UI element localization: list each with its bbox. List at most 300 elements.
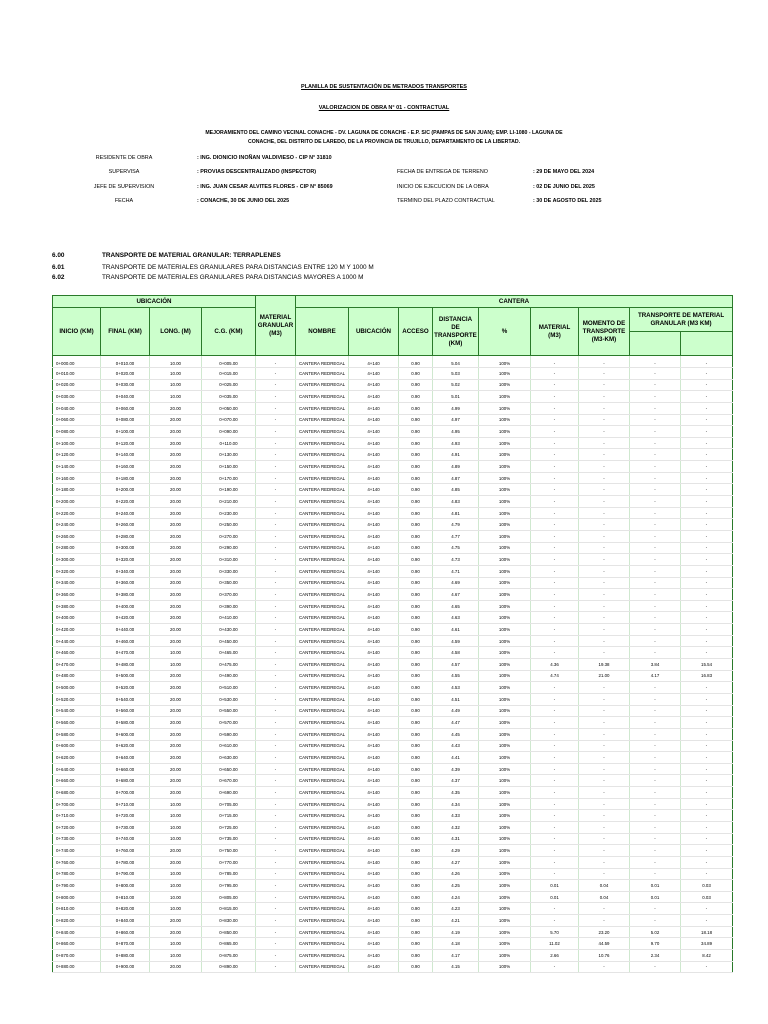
cell-transporte-b: -	[681, 961, 733, 973]
cell-final: 0+860.00	[101, 926, 150, 938]
cell-ubicacion: 4+140	[349, 787, 399, 799]
cell-inicio: 0+400.00	[53, 612, 101, 624]
cell-momento: -	[579, 624, 630, 636]
cell-percent: 100%	[479, 682, 531, 694]
cell-percent: 100%	[479, 600, 531, 612]
cell-percent: 100%	[479, 659, 531, 671]
cell-percent: 100%	[479, 391, 531, 403]
cell-transporte-b: -	[681, 787, 733, 799]
cell-material: -	[256, 589, 296, 601]
cell-momento: -	[579, 647, 630, 659]
cell-transporte-b: -	[681, 845, 733, 857]
cell-ubicacion: 4+140	[349, 589, 399, 601]
cell-final: 0+600.00	[101, 728, 150, 740]
cell-transporte-b: -	[681, 461, 733, 473]
cell-material-m3: -	[531, 717, 579, 729]
cell-inicio: 0+860.00	[53, 938, 101, 950]
cell-material-m3: 5.70	[531, 926, 579, 938]
cell-distancia: 4.51	[433, 693, 479, 705]
cell-inicio: 0+580.00	[53, 728, 101, 740]
cell-nombre: CANTERA REDREGAL	[296, 402, 349, 414]
inicio-value: : 02 DE JUNIO DEL 2025	[533, 184, 595, 190]
cell-acceso: 0.90	[399, 565, 433, 577]
cell-material-m3: -	[531, 752, 579, 764]
cell-percent: 100%	[479, 554, 531, 566]
cell-material-m3: -	[531, 577, 579, 589]
cell-long: 10.00	[150, 798, 202, 810]
cell-acceso: 0.90	[399, 798, 433, 810]
cell-cg: 0+630.00	[202, 752, 256, 764]
cell-momento: -	[579, 600, 630, 612]
cell-momento: -	[579, 391, 630, 403]
cell-material: -	[256, 414, 296, 426]
cell-ubicacion: 4+140	[349, 635, 399, 647]
cell-transporte-b: -	[681, 775, 733, 787]
cell-ubicacion: 4+140	[349, 659, 399, 671]
cell-transporte-b: -	[681, 496, 733, 508]
cell-ubicacion: 4+140	[349, 426, 399, 438]
table-row	[53, 356, 733, 368]
cell-material-m3: -	[531, 740, 579, 752]
cell-nombre: CANTERA REDREGAL	[296, 717, 349, 729]
cell-momento: -	[579, 496, 630, 508]
cell-final: 0+900.00	[101, 961, 150, 973]
cell-transporte-b: -	[681, 705, 733, 717]
cell-percent: 100%	[479, 356, 531, 368]
cell-transporte-a: -	[630, 856, 681, 868]
cell-ubicacion: 4+140	[349, 728, 399, 740]
table-row	[53, 565, 733, 577]
residente-label: RESIDENTE DE OBRA	[95, 155, 153, 161]
header-transporte-material: TRANSPORTE DE MATERIAL GRANULAR (M3 KM)	[630, 308, 733, 332]
cell-transporte-a: -	[630, 821, 681, 833]
cell-distancia: 4.34	[433, 798, 479, 810]
cell-transporte-b: -	[681, 693, 733, 705]
cell-transporte-a: -	[630, 414, 681, 426]
cell-acceso: 0.90	[399, 461, 433, 473]
cell-cg: 0+530.00	[202, 693, 256, 705]
cell-nombre: CANTERA REDREGAL	[296, 461, 349, 473]
cell-nombre: CANTERA REDREGAL	[296, 868, 349, 880]
cell-distancia: 4.93	[433, 437, 479, 449]
cell-nombre: CANTERA REDREGAL	[296, 950, 349, 962]
cell-ubicacion: 4+140	[349, 391, 399, 403]
table-row	[53, 856, 733, 868]
cell-material-m3: -	[531, 496, 579, 508]
cell-ubicacion: 4+140	[349, 600, 399, 612]
header-transporte-sub-b	[681, 332, 733, 356]
cell-transporte-b: -	[681, 798, 733, 810]
cell-cg: 0+550.00	[202, 705, 256, 717]
cell-ubicacion: 4+140	[349, 915, 399, 927]
cell-long: 10.00	[150, 391, 202, 403]
cell-material-m3: -	[531, 449, 579, 461]
cell-material-m3: -	[531, 414, 579, 426]
cell-material-m3: -	[531, 565, 579, 577]
cell-nombre: CANTERA REDREGAL	[296, 542, 349, 554]
cell-inicio: 0+760.00	[53, 856, 101, 868]
cell-final: 0+140.00	[101, 449, 150, 461]
cell-acceso: 0.90	[399, 507, 433, 519]
cell-material: -	[256, 379, 296, 391]
cell-nombre: CANTERA REDREGAL	[296, 554, 349, 566]
table-row	[53, 519, 733, 531]
cell-long: 20.00	[150, 693, 202, 705]
cell-distancia: 4.99	[433, 402, 479, 414]
table-row	[53, 589, 733, 601]
cell-transporte-b: -	[681, 717, 733, 729]
cell-inicio: 0+020.00	[53, 379, 101, 391]
cell-transporte-a: -	[630, 449, 681, 461]
supervisa-label: SUPERVISA	[108, 169, 140, 175]
cell-final: 0+060.00	[101, 402, 150, 414]
fecha-value: : CONACHE, 30 DE JUNIO DEL 2025	[197, 198, 290, 204]
cell-cg: 0+770.00	[202, 856, 256, 868]
cell-long: 20.00	[150, 426, 202, 438]
cell-long: 20.00	[150, 577, 202, 589]
cell-transporte-b: -	[681, 507, 733, 519]
cell-acceso: 0.90	[399, 693, 433, 705]
cell-percent: 100%	[479, 426, 531, 438]
cell-nombre: CANTERA REDREGAL	[296, 821, 349, 833]
cell-momento: -	[579, 402, 630, 414]
cell-nombre: CANTERA REDREGAL	[296, 426, 349, 438]
cell-acceso: 0.90	[399, 728, 433, 740]
section-number: 6.02	[52, 274, 65, 281]
cell-distancia: 4.75	[433, 542, 479, 554]
termino-label: TERMINO DEL PLAZO CONTRACTUAL	[397, 198, 495, 204]
table-row	[53, 542, 733, 554]
cell-acceso: 0.90	[399, 950, 433, 962]
cell-inicio: 0+660.00	[53, 775, 101, 787]
cell-transporte-a: -	[630, 472, 681, 484]
cell-inicio: 0+200.00	[53, 496, 101, 508]
cell-percent: 100%	[479, 880, 531, 892]
cell-transporte-b: -	[681, 437, 733, 449]
cell-nombre: CANTERA REDREGAL	[296, 833, 349, 845]
cell-inicio: 0+300.00	[53, 554, 101, 566]
cell-inicio: 0+780.00	[53, 868, 101, 880]
cell-material: -	[256, 507, 296, 519]
cell-long: 20.00	[150, 612, 202, 624]
cell-momento: -	[579, 752, 630, 764]
cell-ubicacion: 4+140	[349, 461, 399, 473]
report-title: PLANILLA DE SUSTENTACIÓN DE METRADOS TRANSPORTES	[301, 84, 467, 90]
cell-distancia: 4.71	[433, 565, 479, 577]
table-row	[53, 426, 733, 438]
cell-distancia: 4.32	[433, 821, 479, 833]
valuation-title: VALORIZACION DE OBRA N° 01 - CONTRACTUAL	[318, 105, 450, 111]
cell-material: -	[256, 950, 296, 962]
cell-momento: -	[579, 612, 630, 624]
project-description	[180, 129, 588, 146]
entrega-label: FECHA DE ENTREGA DE TERRENO	[397, 169, 488, 175]
cell-material: -	[256, 705, 296, 717]
cell-material: -	[256, 554, 296, 566]
section-6-01	[52, 264, 732, 273]
cell-final: 0+260.00	[101, 519, 150, 531]
cell-material-m3: -	[531, 484, 579, 496]
cell-nombre: CANTERA REDREGAL	[296, 775, 349, 787]
cell-transporte-a: -	[630, 810, 681, 822]
cell-transporte-a: -	[630, 507, 681, 519]
cell-transporte-b: -	[681, 600, 733, 612]
cell-cg: 0+490.00	[202, 670, 256, 682]
cell-material: -	[256, 915, 296, 927]
table-row	[53, 670, 733, 682]
header-nombre: NOMBRE	[296, 308, 349, 356]
cell-cg: 0+750.00	[202, 845, 256, 857]
cell-percent: 100%	[479, 577, 531, 589]
cell-final: 0+580.00	[101, 717, 150, 729]
jefe-value: : ING. JUAN CESAR ALVITES FLORES - CIP N° 85069	[197, 184, 333, 190]
cell-percent: 100%	[479, 798, 531, 810]
header-ubicacion: UBICACIÓN	[349, 308, 399, 356]
cell-ubicacion: 4+140	[349, 740, 399, 752]
cell-momento: -	[579, 821, 630, 833]
cell-distancia: 4.61	[433, 624, 479, 636]
cell-material-m3: -	[531, 705, 579, 717]
cell-final: 0+160.00	[101, 461, 150, 473]
cell-momento: -	[579, 507, 630, 519]
cell-long: 20.00	[150, 752, 202, 764]
cell-momento: -	[579, 437, 630, 449]
cell-acceso: 0.90	[399, 880, 433, 892]
cell-long: 20.00	[150, 856, 202, 868]
cell-acceso: 0.90	[399, 449, 433, 461]
table-row	[53, 449, 733, 461]
header-final: FINAL (KM)	[101, 308, 150, 356]
cell-cg: 0+270.00	[202, 530, 256, 542]
cell-percent: 100%	[479, 565, 531, 577]
cell-distancia: 4.77	[433, 530, 479, 542]
cell-momento: -	[579, 530, 630, 542]
cell-inicio: 0+320.00	[53, 565, 101, 577]
cell-acceso: 0.90	[399, 705, 433, 717]
cell-inicio: 0+480.00	[53, 670, 101, 682]
cell-material: -	[256, 856, 296, 868]
cell-cg: 0+830.00	[202, 915, 256, 927]
section-text: TRANSPORTE DE MATERIALES GRANULARES PARA DISTANCIAS ENTRE 120 M Y 1000 M	[102, 264, 374, 271]
cell-transporte-a: -	[630, 519, 681, 531]
cell-percent: 100%	[479, 472, 531, 484]
cell-cg: 0+190.00	[202, 484, 256, 496]
cell-acceso: 0.90	[399, 926, 433, 938]
cell-long: 20.00	[150, 554, 202, 566]
cell-final: 0+240.00	[101, 507, 150, 519]
cell-transporte-b: -	[681, 414, 733, 426]
cell-final: 0+880.00	[101, 950, 150, 962]
cell-transporte-a: -	[630, 530, 681, 542]
cell-ubicacion: 4+140	[349, 938, 399, 950]
cell-long: 10.00	[150, 833, 202, 845]
cell-inicio: 0+730.00	[53, 833, 101, 845]
cell-cg: 0+110.00	[202, 437, 256, 449]
cell-final: 0+500.00	[101, 670, 150, 682]
cell-long: 20.00	[150, 449, 202, 461]
cell-transporte-b: -	[681, 484, 733, 496]
cell-ubicacion: 4+140	[349, 845, 399, 857]
header-material-granular: MATERIAL GRANULAR (M3)	[256, 296, 296, 356]
cell-transporte-a: 0.01	[630, 880, 681, 892]
cell-acceso: 0.90	[399, 763, 433, 775]
section-number: 6.00	[52, 252, 65, 259]
cell-cg: 0+230.00	[202, 507, 256, 519]
cell-long: 20.00	[150, 705, 202, 717]
section-6-02	[52, 274, 732, 283]
cell-material: -	[256, 600, 296, 612]
cell-long: 10.00	[150, 938, 202, 950]
cell-distancia: 4.24	[433, 891, 479, 903]
section-number: 6.01	[52, 264, 65, 271]
cell-distancia: 4.73	[433, 554, 479, 566]
cell-material-m3: 4.36	[531, 659, 579, 671]
cell-distancia: 4.81	[433, 507, 479, 519]
cell-inicio: 0+870.00	[53, 950, 101, 962]
cell-ubicacion: 4+140	[349, 950, 399, 962]
cell-momento: 0.04	[579, 880, 630, 892]
cell-nombre: CANTERA REDREGAL	[296, 565, 349, 577]
cell-inicio: 0+790.00	[53, 880, 101, 892]
cell-material-m3: -	[531, 402, 579, 414]
cell-acceso: 0.90	[399, 682, 433, 694]
cell-momento: -	[579, 775, 630, 787]
cell-percent: 100%	[479, 810, 531, 822]
cell-nombre: CANTERA REDREGAL	[296, 693, 349, 705]
cell-acceso: 0.90	[399, 810, 433, 822]
cell-material-m3: -	[531, 461, 579, 473]
cell-material-m3: -	[531, 542, 579, 554]
cell-ubicacion: 4+140	[349, 775, 399, 787]
cell-long: 20.00	[150, 414, 202, 426]
cell-inicio: 0+620.00	[53, 752, 101, 764]
cell-transporte-b: -	[681, 530, 733, 542]
cell-transporte-b: -	[681, 565, 733, 577]
cell-transporte-b: -	[681, 682, 733, 694]
cell-cg: 0+050.00	[202, 402, 256, 414]
cell-long: 20.00	[150, 472, 202, 484]
cell-nombre: CANTERA REDREGAL	[296, 915, 349, 927]
cell-acceso: 0.90	[399, 391, 433, 403]
cell-inicio: 0+680.00	[53, 787, 101, 799]
residente-value: : ING. DIONICIO INOÑAN VALDIVIESO - CIP N° 31810	[197, 155, 332, 161]
cell-material: -	[256, 845, 296, 857]
cell-momento: -	[579, 798, 630, 810]
cell-cg: 0+650.00	[202, 763, 256, 775]
cell-nombre: CANTERA REDREGAL	[296, 810, 349, 822]
cell-percent: 100%	[479, 647, 531, 659]
cell-distancia: 4.26	[433, 868, 479, 880]
cell-material-m3: -	[531, 379, 579, 391]
cell-transporte-a: -	[630, 391, 681, 403]
cell-nombre: CANTERA REDREGAL	[296, 612, 349, 624]
cell-cg: 0+815.00	[202, 903, 256, 915]
cell-distancia: 4.58	[433, 647, 479, 659]
cell-material: -	[256, 798, 296, 810]
cell-inicio: 0+840.00	[53, 926, 101, 938]
cell-material: -	[256, 449, 296, 461]
cell-transporte-a: -	[630, 635, 681, 647]
cell-acceso: 0.90	[399, 891, 433, 903]
cell-momento: -	[579, 763, 630, 775]
termino-value: : 30 DE AGOSTO DEL 2025	[533, 198, 602, 204]
cell-long: 10.00	[150, 821, 202, 833]
cell-ubicacion: 4+140	[349, 856, 399, 868]
cell-material: -	[256, 426, 296, 438]
cell-material-m3: -	[531, 356, 579, 368]
table-row	[53, 961, 733, 973]
cell-nombre: CANTERA REDREGAL	[296, 856, 349, 868]
cell-nombre: CANTERA REDREGAL	[296, 368, 349, 380]
cell-final: 0+100.00	[101, 426, 150, 438]
cell-momento: 10.76	[579, 950, 630, 962]
cell-percent: 100%	[479, 740, 531, 752]
cell-final: 0+790.00	[101, 868, 150, 880]
table-row	[53, 472, 733, 484]
cell-percent: 100%	[479, 461, 531, 473]
cell-material: -	[256, 868, 296, 880]
cell-material: -	[256, 542, 296, 554]
table-row	[53, 880, 733, 892]
cell-material-m3: 2.66	[531, 950, 579, 962]
cell-transporte-b: -	[681, 472, 733, 484]
cell-inicio: 0+560.00	[53, 717, 101, 729]
cell-cg: 0+025.00	[202, 379, 256, 391]
cell-momento: -	[579, 833, 630, 845]
cell-percent: 100%	[479, 402, 531, 414]
cell-long: 20.00	[150, 542, 202, 554]
cell-final: 0+010.00	[101, 356, 150, 368]
cell-nombre: CANTERA REDREGAL	[296, 891, 349, 903]
cell-momento: -	[579, 356, 630, 368]
cell-final: 0+020.00	[101, 368, 150, 380]
cell-inicio: 0+520.00	[53, 693, 101, 705]
cell-final: 0+470.00	[101, 647, 150, 659]
cell-distancia: 4.49	[433, 705, 479, 717]
cell-material: -	[256, 903, 296, 915]
cell-material-m3: -	[531, 391, 579, 403]
cell-distancia: 4.31	[433, 833, 479, 845]
cell-transporte-b: -	[681, 391, 733, 403]
cell-cg: 0+210.00	[202, 496, 256, 508]
cell-material-m3: -	[531, 472, 579, 484]
cell-material-m3: -	[531, 775, 579, 787]
cell-inicio: 0+060.00	[53, 414, 101, 426]
cell-momento: -	[579, 472, 630, 484]
cell-distancia: 4.35	[433, 787, 479, 799]
table-row	[53, 717, 733, 729]
header-cg: C.G. (KM)	[202, 308, 256, 356]
cell-material: -	[256, 437, 296, 449]
table-row	[53, 554, 733, 566]
cell-percent: 100%	[479, 856, 531, 868]
cell-nombre: CANTERA REDREGAL	[296, 391, 349, 403]
transport-table	[52, 295, 733, 973]
cell-acceso: 0.90	[399, 379, 433, 391]
cell-acceso: 0.90	[399, 530, 433, 542]
cell-material-m3: -	[531, 821, 579, 833]
cell-material-m3: -	[531, 530, 579, 542]
cell-acceso: 0.90	[399, 856, 433, 868]
cell-ubicacion: 4+140	[349, 449, 399, 461]
cell-final: 0+320.00	[101, 554, 150, 566]
cell-material: -	[256, 775, 296, 787]
cell-transporte-a: -	[630, 845, 681, 857]
header-percent: %	[479, 308, 531, 356]
cell-cg: 0+090.00	[202, 426, 256, 438]
cell-percent: 100%	[479, 752, 531, 764]
cell-transporte-b: -	[681, 379, 733, 391]
